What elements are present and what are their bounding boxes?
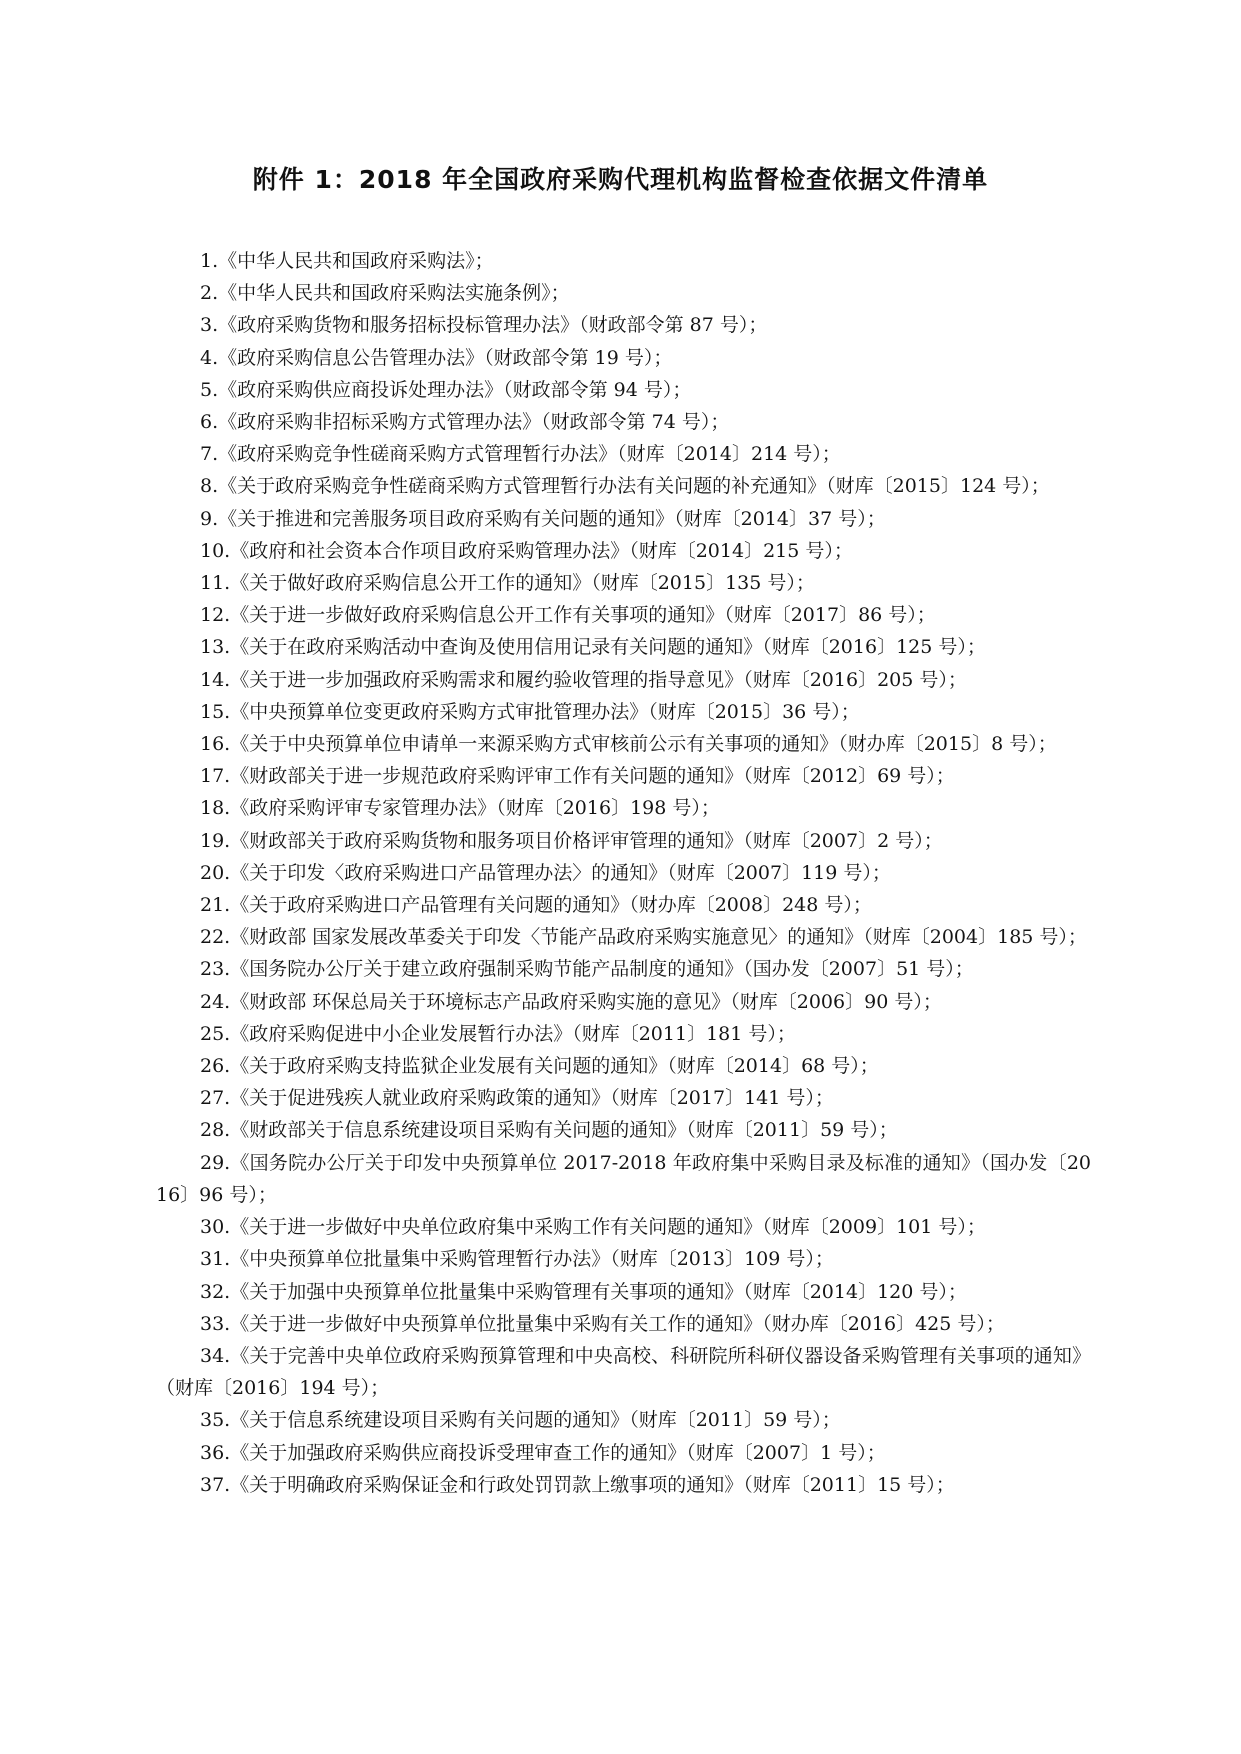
list-item: 26.《关于政府采购支持监狱企业发展有关问题的通知》（财库〔2014〕68 号）； [200, 1055, 879, 1078]
list-item: 28.《财政部关于信息系统建设项目采购有关问题的通知》（财库〔2011〕59 号）； [200, 1119, 898, 1142]
list-item: 30.《关于进一步做好中央单位政府集中采购工作有关问题的通知》（财库〔2009〕101 号）； [200, 1216, 986, 1239]
list-item: 2.《中华人民共和国政府采购法实施条例》； [200, 282, 570, 305]
list-item: 22.《财政部 国家发展改革委关于印发〈节能产品政府采购实施意见〉的通知》（财库〔2004〕185 号）； [200, 926, 1087, 949]
list-item: 37.《关于明确政府采购保证金和行政处罚罚款上缴事项的通知》（财库〔2011〕15 号）； [200, 1473, 955, 1496]
list-item: 14.《关于进一步加强政府采购需求和履约验收管理的指导意见》（财库〔2016〕205 号）； [200, 668, 967, 691]
list-item: 34.《关于完善中央单位政府采购预算管理和中央高校、科研院所科研仪器设备采购管理有关事项的通知》（财库〔2016〕194 号）； [156, 1344, 1091, 1400]
list-item: 7.《政府采购竞争性磋商采购方式管理暂行办法》（财库〔2014〕214 号）； [200, 443, 841, 466]
list-item: 8.《关于政府采购竞争性磋商采购方式管理暂行办法有关问题的补充通知》（财库〔2015〕124 号）； [200, 475, 1050, 498]
list-item: 18.《政府采购评审专家管理办法》（财库〔2016〕198 号）； [200, 797, 720, 820]
list-item: 9.《关于推进和完善服务项目政府采购有关问题的通知》（财库〔2014〕37 号）； [200, 507, 886, 530]
list-item: 10.《政府和社会资本合作项目政府采购管理办法》（财库〔2014〕215 号）； [200, 539, 853, 562]
list-item: 4.《政府采购信息公告管理办法》（财政部令第 19 号）； [200, 346, 673, 369]
list-item: 36.《关于加强政府采购供应商投诉受理审查工作的通知》（财库〔2007〕1 号）； [200, 1441, 886, 1464]
list-item: 33.《关于进一步做好中央预算单位批量集中采购有关工作的通知》（财办库〔2016〕425 号）； [200, 1312, 1005, 1335]
list-item: 11.《关于做好政府采购信息公开工作的通知》（财库〔2015〕135 号）； [200, 572, 815, 595]
list-item: 31.《中央预算单位批量集中采购管理暂行办法》（财库〔2013〕109 号）； [200, 1248, 834, 1271]
list-item: 3.《政府采购货物和服务招标投标管理办法》（财政部令第 87 号）； [200, 314, 768, 337]
list-item: 12.《关于进一步做好政府采购信息公开工作有关事项的通知》（财库〔2017〕86 号）； [200, 604, 936, 627]
list-item: 19.《财政部关于政府采购货物和服务项目价格评审管理的通知》（财库〔2007〕2 号）； [200, 829, 943, 852]
list-item: 6.《政府采购非招标采购方式管理办法》（财政部令第 74 号）； [200, 411, 730, 434]
document-list [156, 245, 1091, 1501]
list-item: 17.《财政部关于进一步规范政府采购评审工作有关问题的通知》（财库〔2012〕69 号）； [200, 765, 955, 788]
list-item: 24.《财政部 环保总局关于环境标志产品政府采购实施的意见》（财库〔2006〕90 号）； [200, 990, 942, 1013]
list-item: 16.《关于中央预算单位申请单一来源采购方式审核前公示有关事项的通知》（财办库〔2015〕8 号）； [200, 733, 1057, 756]
list-item: 20.《关于印发〈政府采购进口产品管理办法〉的通知》（财库〔2007〕119 号）； [200, 861, 891, 884]
list-item: 13.《关于在政府采购活动中查询及使用信用记录有关问题的通知》（财库〔2016〕125 号）； [200, 636, 986, 659]
list-item: 25.《政府采购促进中小企业发展暂行办法》（财库〔2011〕181 号）； [200, 1022, 796, 1045]
list-item: 5.《政府采购供应商投诉处理办法》（财政部令第 94 号）； [200, 378, 692, 401]
document-title: 附件 1：2018 年全国政府采购代理机构监督检查依据文件清单 [252, 165, 989, 194]
list-item: 35.《关于信息系统建设项目采购有关问题的通知》（财库〔2011〕59 号）； [200, 1409, 841, 1432]
list-item: 21.《关于政府采购进口产品管理有关问题的通知》（财办库〔2008〕248 号）； [200, 894, 872, 917]
list-item: 23.《国务院办公厅关于建立政府强制采购节能产品制度的通知》（国办发〔2007〕51 号）； [200, 958, 974, 981]
list-item: 32.《关于加强中央预算单位批量集中采购管理有关事项的通知》（财库〔2014〕120 号）； [200, 1280, 967, 1303]
list-item: 1.《中华人民共和国政府采购法》； [200, 250, 494, 272]
list-item: 29.《国务院办公厅关于印发中央预算单位 2017-2018 年政府集中采购目录及标准的通知》（国办发〔2016〕96 号）； [156, 1151, 1091, 1206]
list-item: 15.《中央预算单位变更政府采购方式审批管理办法》（财库〔2015〕36 号）； [200, 700, 860, 723]
list-item: 27.《关于促进残疾人就业政府采购政策的通知》（财库〔2017〕141 号）； [200, 1087, 834, 1110]
